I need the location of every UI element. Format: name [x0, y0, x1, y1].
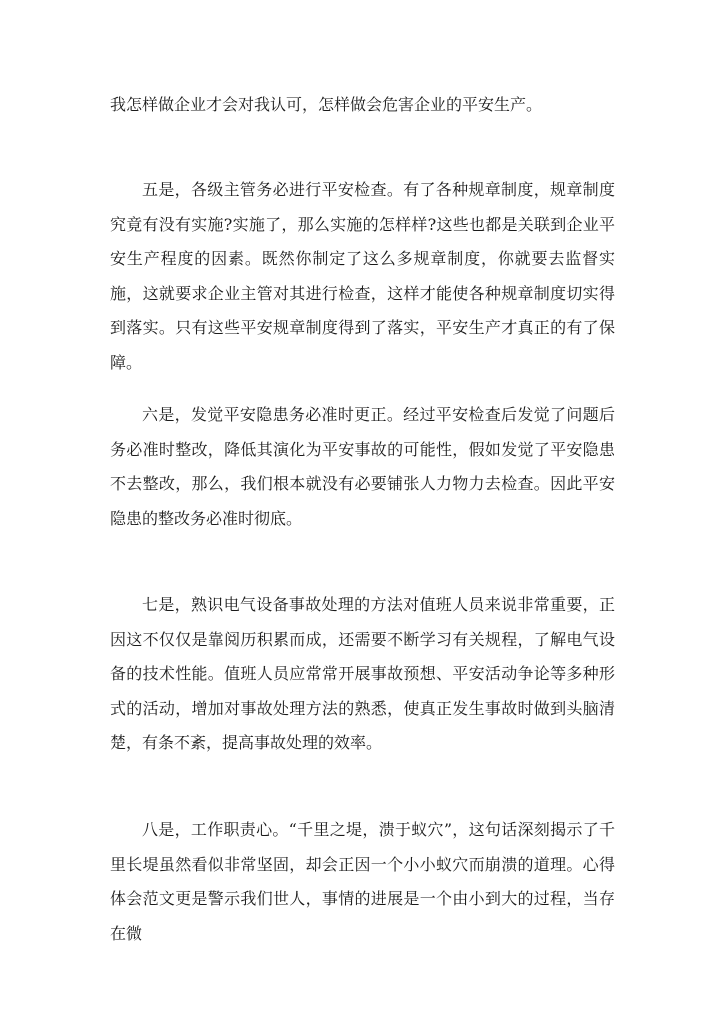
paragraph-continuation: 我怎样做企业才会对我认可，怎样做会危害企业的平安生产。: [110, 95, 543, 114]
paragraph-eight-responsibility: 八是，工作职责心。“千里之堤，溃于蚁穴”，这句话深刻揭示了千里长堤虽然看似非常坚固，却会正因一个小小蚁穴而崩溃的道理。心得体会范文更是警示我们世人，事情的进展是一个由小到大的过程，当存在微: [110, 820, 615, 943]
paragraph-seven-accident-handling: 七是，熟识电气设备事故处理的方法对值班人员来说非常重要，正因这不仅仅是靠阅历积累而成，还需要不断学习有关规程，了解电气设备的技术性能。值班人员应常常开展事故预想、平安活动争论等多种形式的活动，增加对事故处理方法的熟悉，使真正发生事故时做到头脑清楚，有条不紊，提高事故处理的效率。: [110, 595, 615, 753]
paragraph-five-safety-inspection: 五是，各级主管务必进行平安检查。有了各种规章制度，规章制度究竟有没有实施?实施了，那么实施的怎样样?这些也都是关联到企业平安生产程度的因素。既然你制定了这么多规章制度，你就要去监督实施，这就要求企业主管对其进行检查，这样才能使各种规章制度切实得到落实。只有这些平安规章制度得到了落实，平安生产才真正的有了保障。: [110, 180, 615, 372]
paragraph-six-hazard-correction: 六是，发觉平安隐患务必准时更正。经过平安检查后发觉了问题后务必准时整改，降低其演化为平安事故的可能性，假如发觉了平安隐患不去整改，那么，我们根本就没有必要铺张人力物力去检查。因此平安隐患的整改务必准时彻底。: [110, 405, 615, 528]
